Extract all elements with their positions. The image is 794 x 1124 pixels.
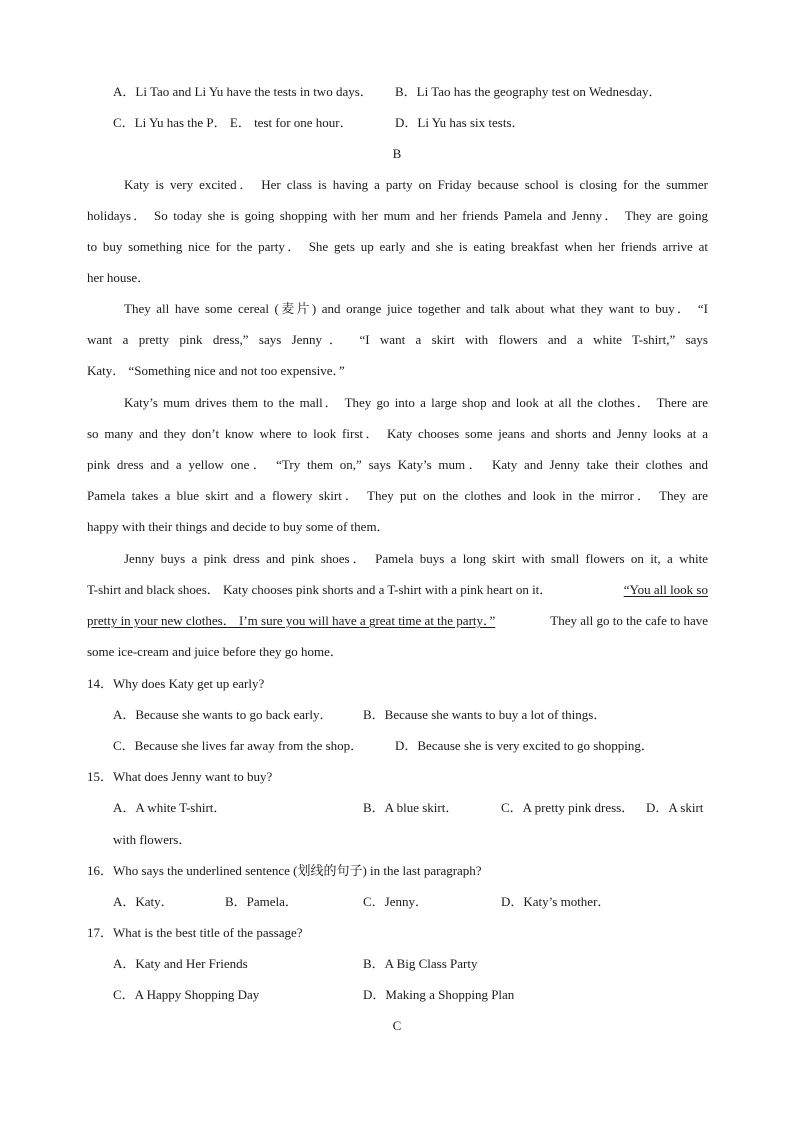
q17-option-c: C．A Happy Shopping Day — [113, 987, 260, 1002]
passage-text: They all go to the cafe to have — [550, 613, 708, 628]
q14-option-d: D．Because she is very excited to go shopping． — [395, 738, 654, 753]
passage-line: want a pretty pink dress,” says Jenny． “I want a skirt with flowers and a white T-shirt,” says — [87, 332, 708, 347]
passage-line: Katy． “Something nice and not too expensive．” — [87, 363, 345, 378]
q16-option-c: C．Jenny． — [363, 894, 429, 909]
q16-option-b: B．Pamela． — [225, 894, 298, 909]
passage-line — [87, 582, 708, 598]
passage-line: holidays． So today she is going shopping with her mum and her friends Pamela and Jenny． They are going — [87, 208, 708, 223]
q16-option-a: A．Katy． — [113, 894, 174, 909]
passage-line — [87, 613, 708, 629]
question-15-stem: 15．What does Jenny want to buy? — [87, 769, 273, 784]
section-b-label: B — [392, 146, 402, 161]
q14-option-c: C．Because she lives far away from the shop． — [113, 738, 364, 753]
prev-option-b: B．Li Tao has the geography test on Wednesday． — [395, 84, 662, 99]
question-14-stem: 14．Why does Katy get up early? — [87, 676, 265, 691]
q14-option-a: A．Because she wants to go back early． — [113, 707, 333, 722]
section-c-label: C — [392, 1018, 402, 1033]
passage-line: pink dress and a yellow one． “Try them on,” says Katy’s mum． Katy and Jenny take their clothes and — [87, 457, 708, 472]
q15-option-a: A．A white T-shirt． — [113, 800, 227, 815]
q17-option-d: D．Making a Shopping Plan — [363, 987, 515, 1002]
q15-option-d-continued: with flowers． — [113, 832, 192, 847]
underlined-sentence-end: pretty in your new clothes． I’m sure you will have a great time at the party．” — [87, 613, 496, 628]
question-16-stem: 16．Who says the underlined sentence (划线的句子) in the last paragraph? — [87, 863, 482, 878]
passage-line: Jenny buys a pink dress and pink shoes． Pamela buys a long skirt with small flowers on it, a white — [124, 551, 708, 566]
passage-line: her house． — [87, 270, 151, 285]
prev-option-a: A．Li Tao and Li Yu have the tests in two days． — [113, 84, 373, 99]
passage-line: Katy’s mum drives them to the mall． They go into a large shop and look at all the clothes． There are — [124, 395, 708, 410]
passage-line: Katy is very excited． Her class is having a party on Friday because school is closing for the summer — [124, 177, 708, 192]
q14-option-b: B．Because she wants to buy a lot of things． — [363, 707, 607, 722]
passage-line: Pamela takes a blue skirt and a flowery skirt． They put on the clothes and look in the mirror． They are — [87, 488, 708, 503]
prev-option-d: D．Li Yu has six tests． — [395, 115, 525, 130]
q15-option-b: B．A blue skirt． — [363, 800, 459, 815]
passage-text: T-shirt and black shoes． Katy chooses pink shorts and a T-shirt with a pink heart on it． — [87, 582, 553, 597]
prev-option-c: C．Li Yu has the P． E． test for one hour． — [113, 115, 353, 130]
question-17-stem: 17．What is the best title of the passage? — [87, 925, 303, 940]
q17-option-b: B．A Big Class Party — [363, 956, 478, 971]
passage-line: some ice-cream and juice before they go home． — [87, 644, 343, 659]
passage-line: to buy something nice for the party． She gets up early and she is eating breakfast when her friends arrive at — [87, 239, 708, 254]
q15-option-c: C．A pretty pink dress． — [501, 800, 635, 815]
q15-option-d: D．A skirt — [646, 800, 704, 815]
q17-option-a: A．Katy and Her Friends — [113, 956, 248, 971]
underlined-sentence-start: “You all look so — [623, 582, 708, 597]
passage-line: They all have some cereal (麦片) and orange juice together and talk about what they want to buy． “I — [124, 301, 708, 316]
q16-option-d: D．Katy’s mother． — [501, 894, 611, 909]
passage-line: so many and they don’t know where to look first． Katy chooses some jeans and shorts and Jenny looks at a — [87, 426, 708, 441]
passage-line: happy with their things and decide to buy some of them． — [87, 519, 390, 534]
